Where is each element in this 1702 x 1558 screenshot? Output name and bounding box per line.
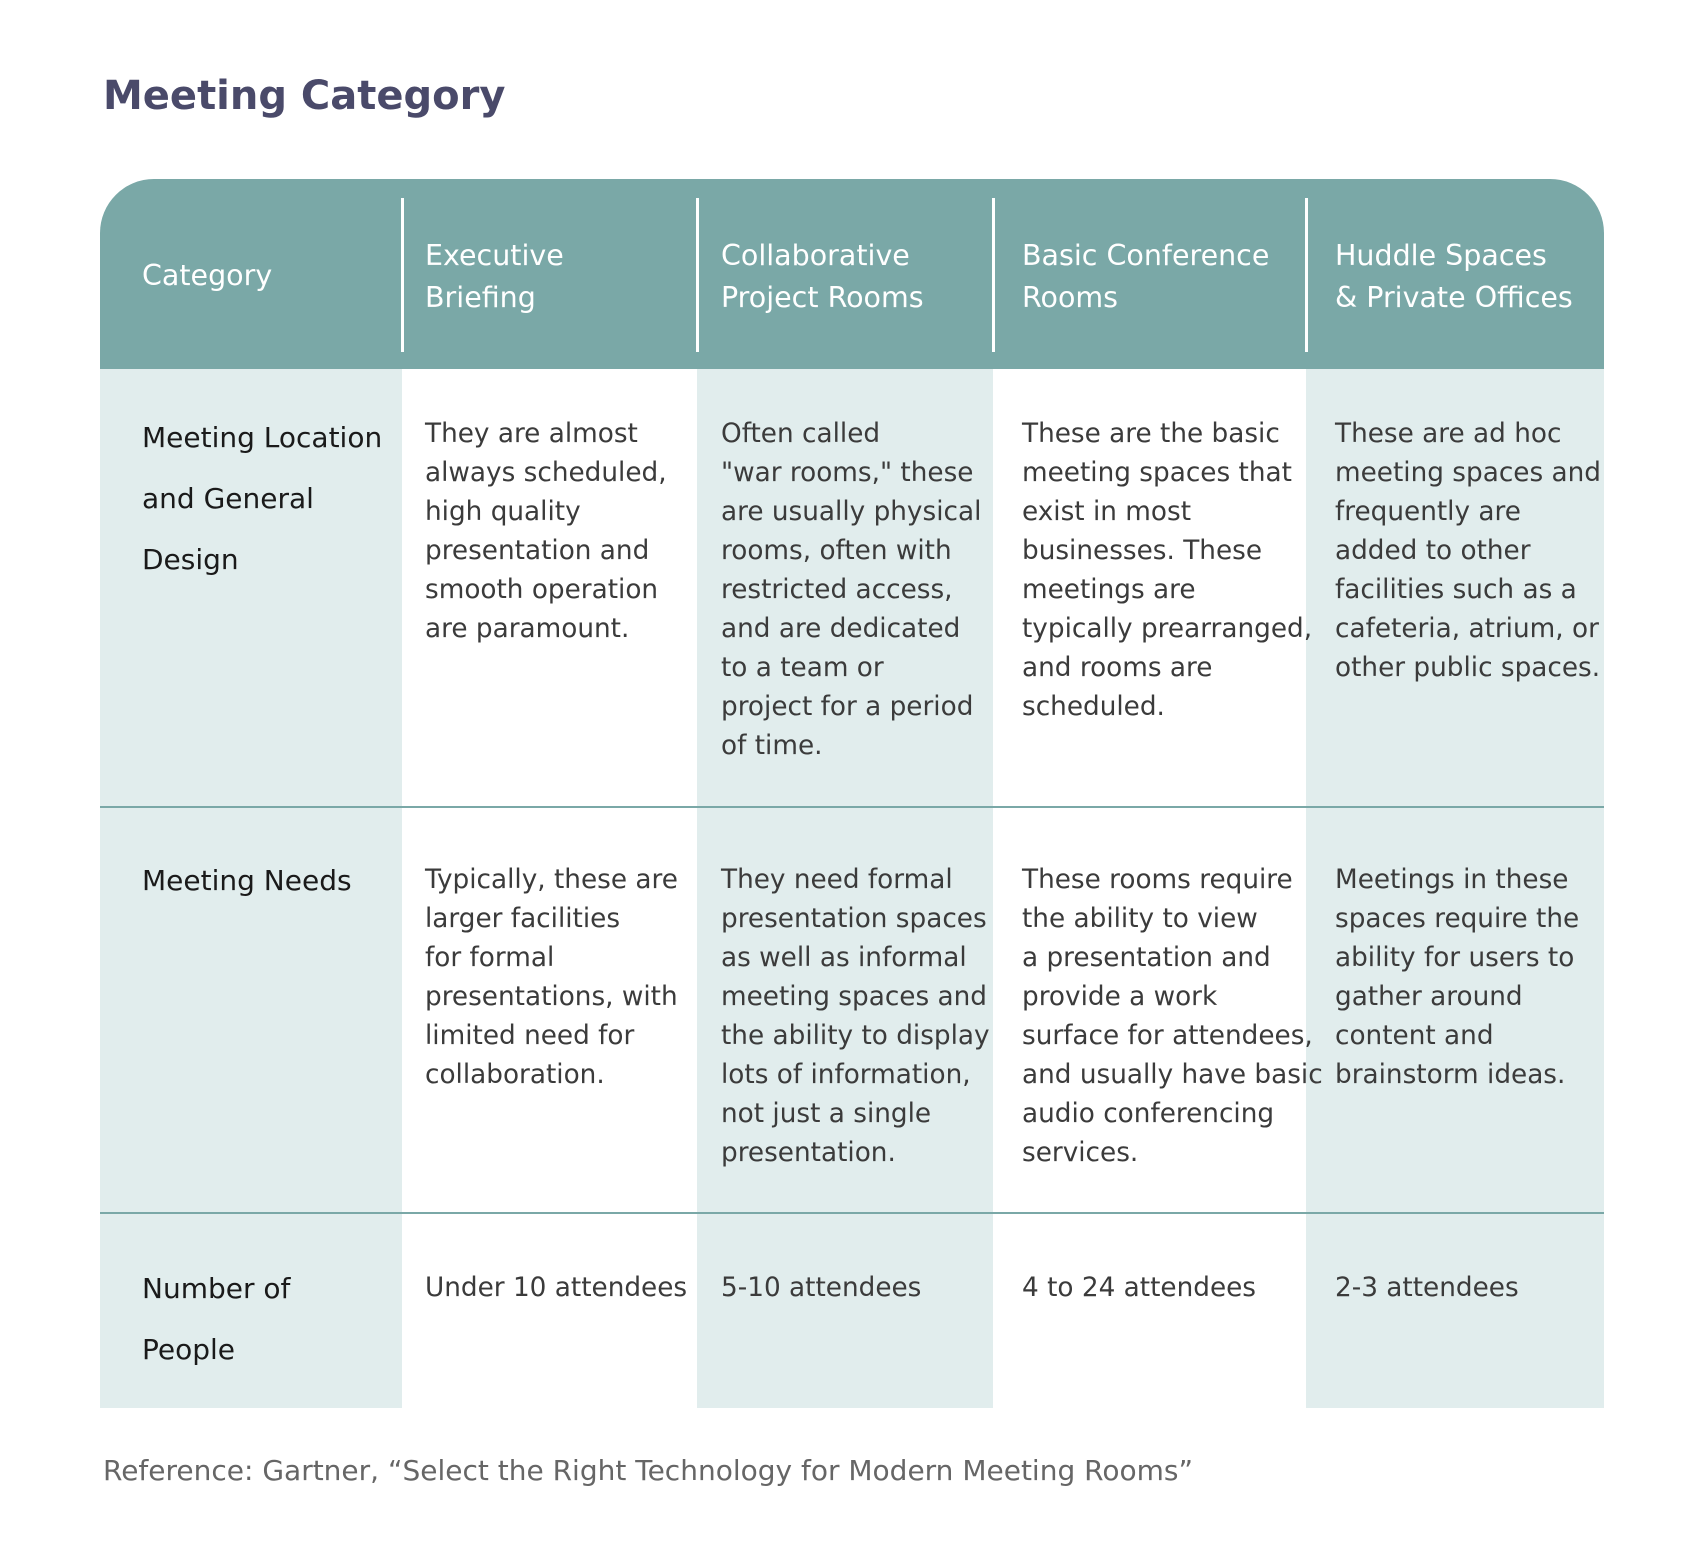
cell-executive-location: They are almost always scheduled, high quality presentation and smooth operation are paramount. bbox=[425, 419, 667, 644]
cell-executive-needs: Typically, these are larger facilities for formal presentations, with limited need for collaboration. bbox=[425, 865, 678, 1090]
meeting-category-table bbox=[100, 179, 1604, 1408]
cell-collaborative-needs: They need formal presentation spaces as well as informal meeting spaces and the ability to display lots of information, not just a single presentation. bbox=[721, 865, 990, 1168]
cell-executive-people: Under 10 attendees bbox=[425, 1273, 688, 1303]
cell-huddle-location: These are ad hoc meeting spaces and frequently are added to other facilities such as a cafeteria, atrium, or other public spaces. bbox=[1335, 419, 1601, 683]
row-label-meeting-location: Meeting Location and General Design bbox=[142, 421, 383, 576]
cell-basic-needs: These rooms require the ability to view a presentation and provide a work surface for attendees, and usually have basic audio conferencing services. bbox=[1022, 865, 1323, 1168]
header-huddle-spaces: Huddle Spaces & Private Offices bbox=[1335, 239, 1573, 314]
reference-note: Reference: Gartner, “Select the Right Technology for Modern Meeting Rooms” bbox=[103, 1454, 1193, 1487]
header-collaborative-project-rooms: Collaborative Project Rooms bbox=[721, 239, 924, 314]
row-label-number-of-people: Number of People bbox=[142, 1272, 291, 1366]
row-divider bbox=[100, 1212, 1604, 1214]
row-divider bbox=[100, 806, 1604, 808]
cell-basic-people: 4 to 24 attendees bbox=[1022, 1273, 1257, 1303]
header-divider bbox=[401, 198, 404, 352]
header-executive-briefing: Executive Briefing bbox=[425, 239, 564, 314]
header-divider bbox=[1305, 198, 1308, 352]
header-divider bbox=[696, 198, 699, 352]
header-category-label: Category bbox=[142, 259, 273, 292]
row-label-meeting-needs: Meeting Needs bbox=[142, 864, 352, 897]
cell-huddle-people: 2-3 attendees bbox=[1335, 1273, 1519, 1303]
page-title: Meeting Category bbox=[103, 73, 506, 119]
cell-collaborative-people: 5-10 attendees bbox=[721, 1273, 922, 1303]
cell-basic-location: These are the basic meeting spaces that exist in most businesses. These meetings are typically prearranged, and rooms are scheduled. bbox=[1022, 419, 1313, 722]
cell-huddle-needs: Meetings in these spaces require the ability for users to gather around content and brainstorm ideas. bbox=[1335, 865, 1580, 1090]
cell-collaborative-location: Often called "war rooms," these are usually physical rooms, often with restricted access, and are dedicated to a team or project for a period of time. bbox=[721, 419, 982, 761]
header-basic-conference-rooms: Basic Conference Rooms bbox=[1022, 239, 1270, 314]
header-divider bbox=[992, 198, 995, 352]
